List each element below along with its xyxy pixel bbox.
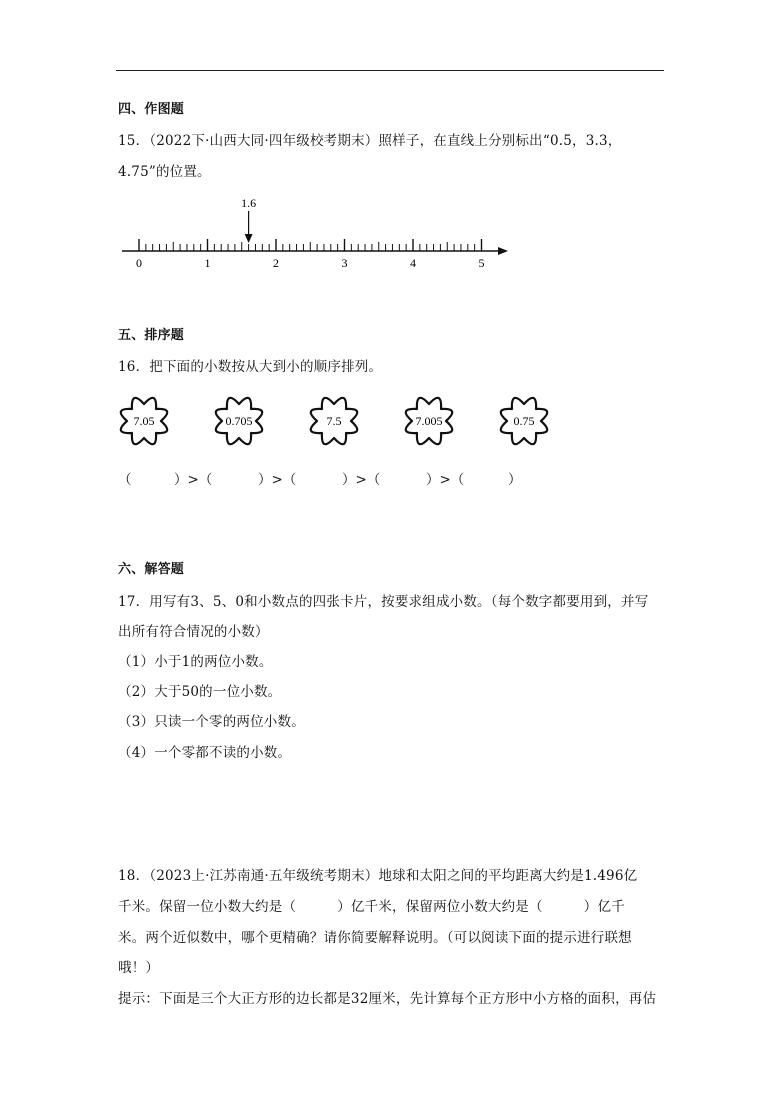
q17-text-line1: 17．用写有3、5、0和小数点的四张卡片，按要求组成小数。（每个数字都要用到，并写: [118, 594, 649, 610]
flower-card-value: 0.705: [225, 414, 253, 428]
number-line-arrowhead: [498, 247, 508, 255]
tick-label: 4: [410, 256, 416, 270]
q18-text-line2: 千米。保留一位小数大约是（ ）亿千米，保留两位小数大约是（ ）亿千: [118, 899, 625, 915]
q15-text-line1: 15．（2022下·山西大同·四年级校考期末）照样子，在直线上分别标出“0.5，3.3，: [118, 133, 622, 149]
flower-card-value: 7.5: [326, 414, 342, 428]
tick-label: 5: [478, 256, 485, 270]
flower-cards: [112, 386, 582, 456]
example-label: 1.6: [241, 196, 257, 210]
q18-text-line1: 18．（2023上·江苏南通·五年级统考期末）地球和太阳之间的平均距离大约是1.496亿: [118, 868, 638, 884]
section-title-answers: 六、解答题: [118, 562, 185, 577]
blank-gt-1: ）>（: [174, 472, 213, 488]
q17-item-2: （2）大于50的一位小数。: [118, 684, 282, 700]
q18-text-line3: 米。两个近似数中，哪个更精确？请你简要解释说明。（可以阅读下面的提示进行联想: [118, 930, 632, 946]
tick-label: 1: [204, 256, 211, 270]
blank-open: （: [118, 472, 132, 488]
q18-text-line4: 哦！）: [118, 960, 160, 976]
q15-text-line2: 4.75”的位置。: [118, 164, 211, 180]
blank-close: ）: [508, 472, 522, 488]
q17-item-4: （4）一个零都不读的小数。: [118, 745, 292, 761]
number-line: [110, 192, 530, 272]
section-title-sorting: 五、排序题: [118, 328, 185, 343]
flower-card-value: 0.75: [513, 414, 535, 428]
section-title-drawing: 四、作图题: [118, 102, 185, 117]
q17-item-1: （1）小于1的两位小数。: [118, 654, 273, 670]
tick-label: 2: [273, 256, 279, 270]
q18-hint: 提示：下面是三个大正方形的边长都是32厘米，先计算每个正方形中小方格的面积，再估: [118, 991, 657, 1007]
tick-label: 3: [341, 256, 348, 270]
header-rule: [116, 70, 664, 71]
flower-card-value: 7.005: [415, 414, 443, 428]
flower-card-value: 7.05: [133, 414, 155, 428]
tick-label: 0: [136, 256, 142, 270]
blank-gt-3: ）>（: [342, 472, 381, 488]
blank-gt-2: ）>（: [258, 472, 297, 488]
blank-gt-4: ）>（: [426, 472, 465, 488]
q17-text-line2: 出所有符合情况的小数）: [118, 624, 269, 640]
q16-text: 16．把下面的小数按从大到小的顺序排列。: [118, 359, 383, 375]
q17-item-3: （3）只读一个零的两位小数。: [118, 714, 305, 730]
example-arrow-head-icon: [245, 234, 253, 243]
